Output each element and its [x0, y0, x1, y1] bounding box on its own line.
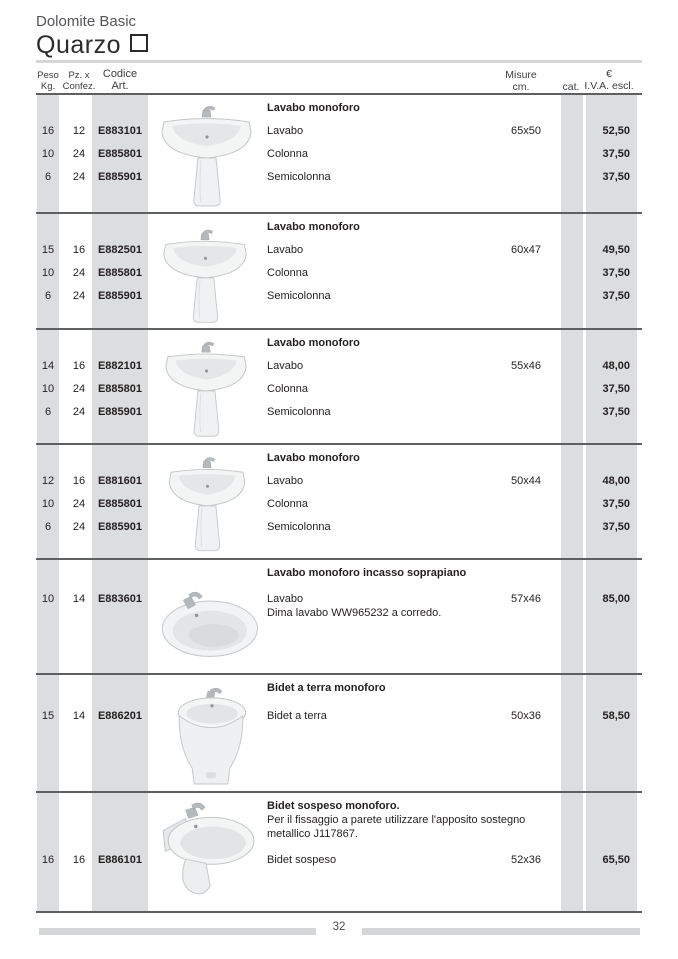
item-description: Lavabo — [267, 125, 304, 137]
size-value: 55x46 — [511, 360, 541, 372]
size-value: 65x50 — [511, 125, 541, 137]
product-section-lavabo-incasso — [36, 558, 642, 675]
size-value: 60x47 — [511, 244, 541, 256]
item-description: Colonna — [267, 383, 308, 395]
size-value: 57x46 — [511, 593, 541, 605]
price-value: 37,50 — [602, 498, 630, 510]
square-outline-icon — [130, 34, 148, 52]
pack-qty-value: 24 — [72, 498, 86, 510]
weight-value: 10 — [41, 383, 55, 395]
col-header-misure: Misure cm. — [505, 69, 537, 93]
article-code: E886201 — [97, 710, 143, 722]
pack-qty-value: 14 — [72, 710, 86, 722]
table-bottom-border — [36, 911, 642, 913]
item-description: Colonna — [267, 267, 308, 279]
header-divider — [36, 60, 642, 63]
series-name — [36, 31, 148, 60]
product-section-lavabo-65x50 — [36, 93, 642, 214]
article-code: E885901 — [97, 290, 143, 302]
pack-qty-value: 24 — [72, 148, 86, 160]
price-value: 48,00 — [602, 360, 630, 372]
product-title: Lavabo monoforo — [267, 221, 360, 233]
wall-hung-bidet-image — [154, 800, 258, 900]
article-code: E885901 — [97, 171, 143, 183]
mounting-note-line1: Per il fissaggio a parete utilizzare l'apposito sostegno — [267, 814, 526, 826]
pack-qty-value: 24 — [72, 406, 86, 418]
item-description: Semicolonna — [267, 290, 331, 302]
footer-bar-right — [362, 928, 640, 935]
inset-washbasin-image — [152, 584, 264, 664]
price-value: 37,50 — [602, 148, 630, 160]
item-description: Lavabo — [267, 593, 304, 605]
price-value: 37,50 — [602, 290, 630, 302]
article-code: E885801 — [97, 498, 143, 510]
col-header-cat: cat. — [562, 81, 580, 93]
price-value: 37,50 — [602, 171, 630, 183]
product-title: Bidet sospeso monoforo. — [267, 800, 400, 812]
article-code: E885801 — [97, 267, 143, 279]
price-value: 58,50 — [602, 710, 630, 722]
article-code: E885801 — [97, 383, 143, 395]
col-header-pz: Pz. x Confez. — [62, 70, 96, 92]
weight-value: 6 — [44, 290, 52, 302]
product-section-lavabo-60x47 — [36, 212, 642, 330]
weight-value: 10 — [41, 593, 55, 605]
product-section-bidet-terra — [36, 673, 642, 793]
weight-value: 15 — [41, 244, 55, 256]
pedestal-washbasin-image — [154, 226, 256, 326]
pack-qty-value: 16 — [72, 475, 86, 487]
weight-value: 16 — [41, 125, 55, 137]
col-header-price: € I.V.A. escl. — [584, 68, 634, 92]
pack-qty-value: 16 — [72, 244, 86, 256]
article-code: E883601 — [97, 593, 143, 605]
pack-qty-value: 24 — [72, 290, 86, 302]
page-number: 32 — [332, 921, 346, 933]
pedestal-washbasin-image — [154, 102, 259, 210]
pedestal-washbasin-image — [156, 338, 256, 440]
weight-value: 6 — [44, 171, 52, 183]
item-description: Lavabo — [267, 244, 304, 256]
price-value: 48,00 — [602, 475, 630, 487]
item-description: Lavabo — [267, 475, 304, 487]
pack-qty-value: 16 — [72, 854, 86, 866]
weight-value: 6 — [44, 521, 52, 533]
weight-value: 6 — [44, 406, 52, 418]
item-description: Lavabo — [267, 360, 304, 372]
weight-value: 14 — [41, 360, 55, 372]
product-section-lavabo-50x44 — [36, 443, 642, 560]
product-title: Lavabo monoforo incasso soprapiano — [267, 567, 467, 579]
article-code: E885901 — [97, 521, 143, 533]
price-value: 37,50 — [602, 267, 630, 279]
weight-value: 10 — [41, 267, 55, 279]
item-description: Bidet sospeso — [267, 854, 337, 866]
article-code: E882101 — [97, 360, 143, 372]
pedestal-washbasin-image — [158, 453, 256, 555]
brand-name: Dolomite Basic — [36, 13, 137, 30]
price-value: 37,50 — [602, 383, 630, 395]
price-value: 49,50 — [602, 244, 630, 256]
article-code: E886101 — [97, 854, 143, 866]
weight-value: 10 — [41, 498, 55, 510]
item-description: Bidet a terra — [267, 710, 327, 722]
pack-qty-value: 12 — [72, 125, 86, 137]
col-header-peso: Peso Kg. — [37, 70, 59, 92]
size-value: 52x36 — [511, 854, 541, 866]
col-header-codice: Codice Art. — [102, 68, 138, 92]
product-title: Bidet a terra monoforo — [267, 682, 386, 694]
weight-value: 16 — [41, 854, 55, 866]
item-description-note: Dima lavabo WW965232 a corredo. — [267, 607, 442, 619]
pack-qty-value: 14 — [72, 593, 86, 605]
item-description: Colonna — [267, 498, 308, 510]
product-title: Lavabo monoforo — [267, 452, 360, 464]
pack-qty-value: 24 — [72, 267, 86, 279]
pack-qty-value: 24 — [72, 521, 86, 533]
article-code: E882501 — [97, 244, 143, 256]
article-code: E885801 — [97, 148, 143, 160]
series-label: Quarzo — [36, 31, 121, 59]
mounting-note-line2: metallico J117867. — [267, 828, 358, 840]
item-description: Semicolonna — [267, 406, 331, 418]
pack-qty-value: 24 — [72, 383, 86, 395]
product-title: Lavabo monoforo — [267, 337, 360, 349]
pack-qty-value: 16 — [72, 360, 86, 372]
item-description: Semicolonna — [267, 171, 331, 183]
article-code: E881601 — [97, 475, 143, 487]
price-value: 37,50 — [602, 521, 630, 533]
price-value: 52,50 — [602, 125, 630, 137]
size-value: 50x36 — [511, 710, 541, 722]
price-value: 65,50 — [602, 854, 630, 866]
product-title: Lavabo monoforo — [267, 102, 360, 114]
article-code: E885901 — [97, 406, 143, 418]
weight-value: 12 — [41, 475, 55, 487]
floor-bidet-image — [168, 685, 254, 790]
item-description: Colonna — [267, 148, 308, 160]
weight-value: 10 — [41, 148, 55, 160]
weight-value: 15 — [41, 710, 55, 722]
product-section-lavabo-55x46 — [36, 328, 642, 445]
footer-bar-left — [39, 928, 316, 935]
pack-qty-value: 24 — [72, 171, 86, 183]
price-value: 85,00 — [602, 593, 630, 605]
article-code: E883101 — [97, 125, 143, 137]
size-value: 50x44 — [511, 475, 541, 487]
product-section-bidet-sospeso — [36, 791, 642, 913]
price-value: 37,50 — [602, 406, 630, 418]
item-description: Semicolonna — [267, 521, 331, 533]
